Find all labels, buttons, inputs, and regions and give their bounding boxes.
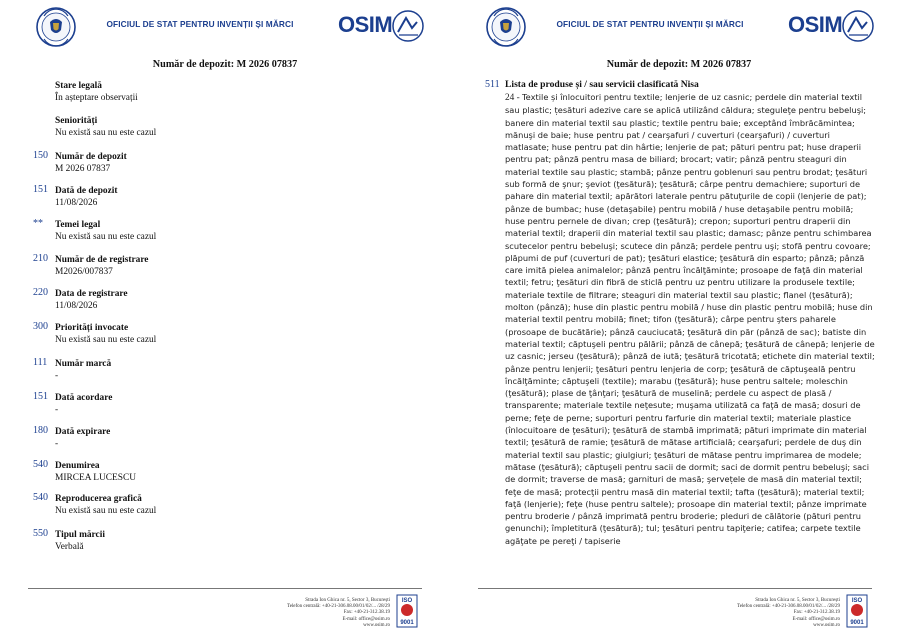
nice-list-title: Lista de produse și / sau servicii clasificată Nisa [505, 79, 699, 90]
field-code: 300 [33, 321, 48, 332]
field-label: Priorități invocate [55, 323, 129, 333]
agency-title: OFICIUL DE STAT PENTRU INVENȚII ȘI MĂRCI [556, 19, 744, 29]
field-code: 150 [33, 150, 48, 161]
nice-goods-list [505, 91, 875, 547]
document-page-right [450, 0, 900, 637]
field-value: Nu există sau nu este cazul [55, 506, 157, 516]
osim-logo-icon [390, 8, 426, 44]
nice-class-number: 24 - [505, 93, 523, 103]
field-code: ** [33, 218, 43, 229]
field-value: Nu există sau nu este cazul [55, 335, 157, 345]
footer-divider [478, 588, 872, 589]
iso-label: ISO [401, 598, 413, 604]
field-label: Tipul mărcii [55, 530, 105, 540]
field-value: 11/08/2026 [55, 198, 98, 208]
deposit-number-heading: Număr de depozit: M 2026 07837 [152, 59, 298, 70]
field-code: 550 [33, 528, 48, 539]
field-label: Seniorități [55, 116, 98, 126]
field-code: 540 [33, 459, 48, 470]
field-block [55, 80, 385, 104]
deposit-number-heading: Număr de depozit: M 2026 07837 [606, 59, 752, 70]
osim-logo-icon [840, 8, 876, 44]
field-block [55, 493, 385, 517]
osim-logo-text: OSIM [788, 12, 843, 37]
iso-label: ISO [851, 598, 863, 604]
field-block [55, 254, 385, 278]
footer-email: E-mail: office@osim.ro [342, 616, 390, 622]
field-value: M 2026 07837 [55, 164, 111, 174]
field-value: MIRCEA LUCESCU [55, 473, 137, 483]
field-block [55, 151, 385, 175]
romanian-government-emblem-icon [36, 6, 76, 48]
osim-logo-text: OSIM [338, 12, 393, 37]
page-header [0, 4, 450, 50]
field-block [55, 322, 385, 346]
iso-number: 9001 [400, 620, 414, 626]
footer-fax: Fax: +40-21-312.38.19 [343, 610, 390, 616]
field-block [55, 426, 385, 450]
footer-address: Strada Ion Ghica nr. 5, Sector 3, București [305, 598, 390, 603]
field-block [55, 219, 385, 243]
field-value: - [55, 405, 59, 415]
field-label: Dată acordare [55, 393, 113, 403]
field-value: - [55, 439, 59, 449]
footer-contact [710, 598, 840, 629]
footer-fax: Fax: +40-21-312.38.19 [793, 610, 840, 616]
field-label: Dată de depozit [55, 186, 118, 196]
field-block [55, 358, 385, 382]
agency-title: OFICIUL DE STAT PENTRU INVENȚII ȘI MĂRCI [106, 19, 294, 29]
field-label: Data de registrare [55, 289, 128, 299]
footer-web: www.osim.ro [813, 622, 840, 628]
iso-9001-badge-icon [846, 594, 868, 628]
nice-goods-text: Textile și înlocuitori pentru textile; lenjerie de uz casnic; perdele din material textil sau plastic; țesături adezive care se aplică utilizând căldura; steguleţe pentru bebeluşi; banere din material textil sau plastic; textile pentru baie; exceptând îmbrăcămintea; mănuşi de baie; huse pentru pat / cearşafuri / cuverturi (cearşafuri) / cuverturi matlasate; huse pentru pat din hârtie; lenjerie de pat; pături pentru pat; huse draperii pentru pat; pânză pentru masa de biliard; brocart; vatir; pânză pentru steaguri din material textile sau plastic; stambă; pânze pentru goblenuri sau pentru brodat; ţesături sub formă de şnur; şeviot (ţesătură); ţesătură; cârpe pentru demachiere; suporturi de pahare din material textil; apărători laterale pentru pătuţurile de copii (lenjerie de pat); pânze de bumbac; huse (detaşabile) pentru mobilă / huse detaşabile pentru mobilă; huse pentru pernele de divan; crep (ţesătură); crepon; suporturi pentru draperii din material textil; draperii din material textil sau plastic; damasc; pânze pentru schimbarea scutecelor pentru bebeluşi; scutece din pânză; perdele pentru uşi; stofă pentru covoare; plăpumi de puf (cuverturi de pat); ţesături elastice; ţesătură din esparto; pânză; pânză care imită pielea animalelor; pânză pentru încălţăminte; prosoape de faţă din material textil; fetru; ţesături din fibră de sticlă pentru uz pentru utilizare la produsele textile; materiale textile de filtrare; steaguri din material textil sau plastic; flanel (ţesătură); molton (pânză); huse din plastic pentru mobilă / huse din plastic pentru mobilă; huse din material textil pentru mobilă; finet; tifon (ţesătură); cârpe pentru şters paharele (prosoape de bucătărie); pânză cauciucată; ţesătură din păr (pânză de sac); batiste din material textil; căptuşeli pentru pălării; pânză de cânepă; ţesătură de cânepă; lenjerie de uz casnic; jerseu (ţesătură); pânză de iută; ţesătură tricotată; etichete din material textil; pânze pentru lenjerii; ţesături pentru lenjeria de corp; ţesătură de căptuşeală pentru încălţăminte; căptuşeli (textile); marabu (ţesătură); huse pentru saltele; moleschin (ţesătură); plase de ţânţari; ţesătură de muselină; perdele cu aspect de plasă / transparente; materiale textile neţesute; muşama utilizată ca faţă de masă; dosuri de perne; feţe de perne; suporturi pentru farfurie din material textil; materiale plastice (înlocuitoare de ţesături); ţesătură de stambă imprimată; pături imprimate din material textil; ţesătură de ramie; ţesătură de mătase artificială; cearşafuri; perdele de duş din material textil sau plastic; giulgiuri; ţesături de mătase pentru imprimarea de modele; mătase (ţesătură); căptuşeli pentru sacii de dormit; saci de dormit pentru bebeluşi; saci de dormit; traverse de masă; garnituri de masă; şervețele de masă din material textil; feţe de masă; protecţii pentru masă din material textil; tafta (ţesătură); material textil; faţă (lenjerie); feţe (huse pentru saltele); prosoape din material textil; pânze imprimate pentru broderie / pânză imprimată pentru broderie; pleduri de călătorie (pături pentru genunchi); împletitură (ţesătură); tul; ţesături pentru tapiţerie; catifea; carpete textile agăţate pe pereţi / tapiserie [505, 92, 875, 546]
field-label: Număr de depozit [55, 152, 127, 162]
field-block [55, 185, 385, 209]
footer-address: Strada Ion Ghica nr. 5, Sector 3, București [755, 598, 840, 603]
field-code: 210 [33, 253, 48, 264]
field-label: Dată expirare [55, 427, 111, 437]
field-value: M2026/007837 [55, 267, 113, 277]
footer-email: E-mail: office@osim.ro [792, 616, 840, 622]
iso-9001-badge-icon [396, 594, 418, 628]
romanian-government-emblem-icon [486, 6, 526, 48]
field-code: 151 [33, 184, 48, 195]
footer-phone: Telefon centrală: +40-21-306.08.00/01/02/... /28/29 [286, 604, 390, 610]
field-label: Reproducerea grafică [55, 494, 142, 504]
field-block [55, 115, 385, 139]
field-code: 540 [33, 492, 48, 503]
field-block [55, 460, 385, 484]
field-label: Stare legală [55, 81, 102, 91]
field-code: 220 [33, 287, 48, 298]
footer-divider [28, 588, 422, 589]
footer-web: www.osim.ro [363, 622, 390, 628]
field-block [55, 392, 385, 416]
page-header [450, 4, 900, 50]
field-label: Număr marcă [55, 359, 112, 369]
field-value: 11/08/2026 [55, 301, 98, 311]
field-code: 111 [33, 357, 48, 368]
field-value: Nu există sau nu este cazul [55, 232, 157, 242]
field-code: 151 [33, 391, 48, 402]
field-label: Temei legal [55, 220, 101, 230]
field-value: Nu există sau nu este cazul [55, 128, 157, 138]
footer-contact [260, 598, 390, 629]
field-label: Număr de de registrare [55, 255, 149, 265]
field-value: În așteptare observații [55, 93, 138, 103]
field-label: Denumirea [55, 461, 100, 471]
field-code: 180 [33, 425, 48, 436]
field-block [55, 529, 385, 553]
field-block [55, 288, 385, 312]
iso-number: 9001 [850, 620, 864, 626]
field-value: - [55, 371, 59, 381]
footer-phone: Telefon centrală: +40-21-306.08.00/01/02/... /28/29 [736, 604, 840, 610]
field-value: Verbală [55, 542, 84, 552]
nice-field-code: 511 [485, 79, 500, 90]
